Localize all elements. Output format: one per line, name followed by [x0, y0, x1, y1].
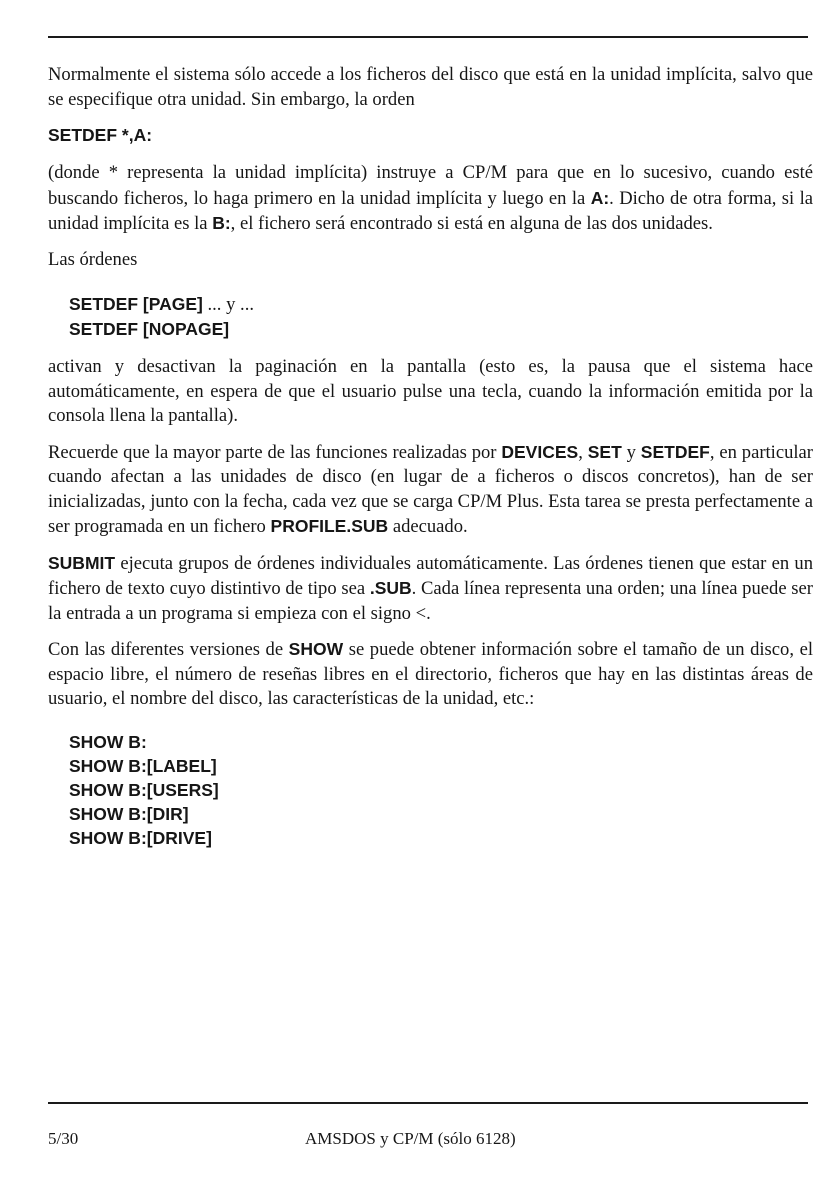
footer-title: AMSDOS y CP/M (sólo 6128): [305, 1129, 516, 1148]
paragraph-5: Recuerde que la mayor parte de las funciones realizadas por DEVICES, SET y SETDEF, en particular cuando afectan a las unidades de disco (en lugar de a ficheros o discos concretos), han de ser inicializadas, junto con la fecha, cada vez que se carga CP/M Plus. Esta tarea se presta perfectamente a ser programada en un fichero PROFILE.SUB adecuado.: [48, 441, 814, 537]
command-show-5: SHOW B:[DRIVE]: [69, 827, 212, 848]
paragraph-4: activan y desactivan la paginación en la pantalla (esto es, la pausa que el sistema hace automáticamente, en espera de que el usuario pulse una tecla, cuando la información emitida por la consola llena la pantalla).: [48, 356, 813, 426]
paragraph-2: (donde * representa la unidad implícita) instruye a CP/M para que en lo sucesivo, cuando esté buscando ficheros, lo haga primero en la unidad implícita y luego en la A:. Dicho de otra forma, si la unidad implícita es la B:, el fichero será encontrado si está en alguna de las dos unidades.: [48, 162, 813, 234]
command-show-1: SHOW B:: [69, 731, 147, 752]
paragraph-7: Con las diferentes versiones de SHOW se puede obtener información sobre el tamaño de un disco, el espacio libre, el número de reseñas libres en el directorio, ficheros que hay en las distintas áreas de usuario, el nombre del disco, las características de la unidad, etc.:: [48, 639, 813, 709]
paragraph-6: SUBMIT ejecuta grupos de órdenes individuales automáticamente. Las órdenes tienen que estar en un fichero de texto cuyo distintivo de tipo sea .SUB. Cada línea representa una orden; una línea puede ser la entrada a un programa si empieza con el signo <.: [48, 552, 813, 624]
command-show-2: SHOW B:[LABEL]: [69, 755, 217, 776]
command-group-page: [48, 292, 813, 341]
paragraph-3: Las órdenes: [48, 248, 138, 270]
page-number: 5/30: [48, 1129, 79, 1148]
command-group-show: [48, 730, 813, 850]
header-rule: [48, 36, 808, 38]
page-body: [48, 63, 813, 864]
paragraph-1: Normalmente el sistema sólo accede a los ficheros del disco que está en la unidad implícita, salvo que se especifique otra unidad. Sin embargo, la orden: [48, 64, 813, 110]
command-nopage: SETDEF [NOPAGE]: [69, 319, 230, 339]
command-show-3: SHOW B:[USERS]: [69, 779, 219, 800]
command-show-4: SHOW B:[DIR]: [69, 803, 189, 824]
footer-rule: [48, 1102, 808, 1104]
command-setdef: SETDEF *,A:: [48, 125, 153, 145]
command-page: SETDEF [PAGE] ... y ...: [69, 294, 254, 315]
